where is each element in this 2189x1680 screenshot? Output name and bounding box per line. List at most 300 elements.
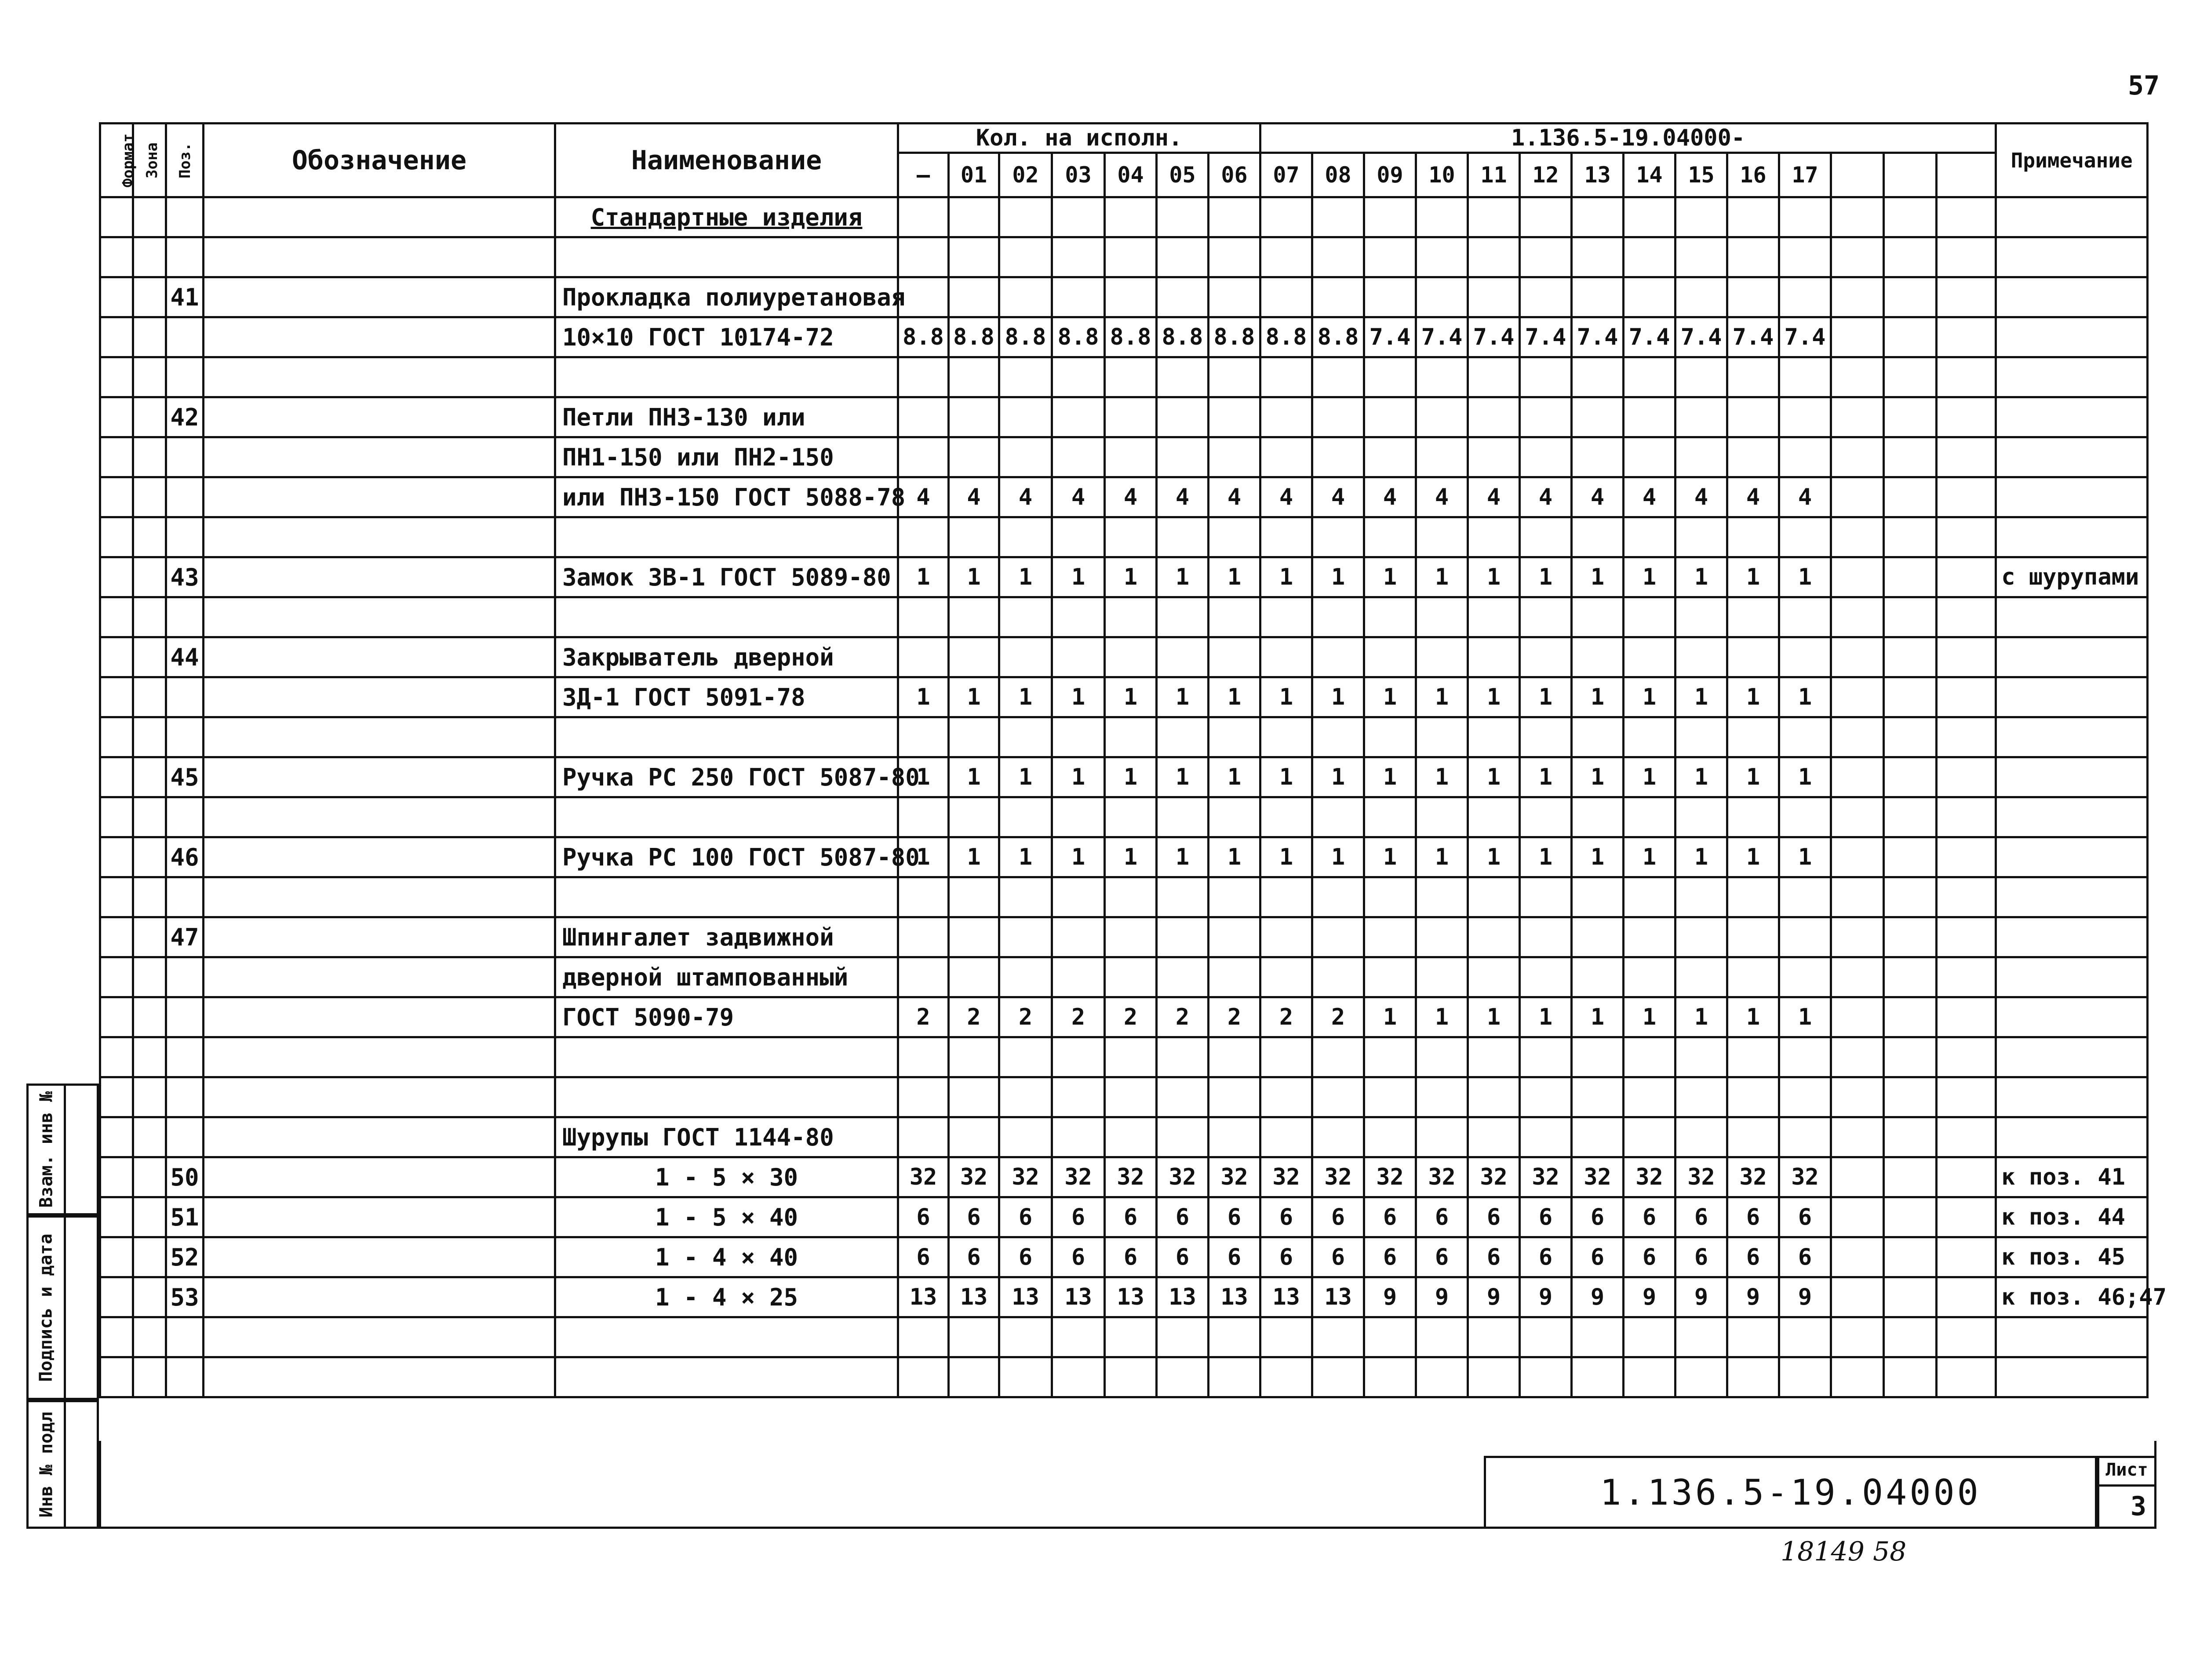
- quantity-cell: [999, 957, 1052, 997]
- zone-cell: [133, 477, 166, 517]
- quantity-cell: [1624, 957, 1675, 997]
- quantity-cell: [1105, 597, 1157, 637]
- quantity-cell: [1157, 717, 1209, 757]
- format-cell: [100, 1277, 133, 1317]
- format-cell: [100, 437, 133, 477]
- quantity-cell: [949, 277, 999, 317]
- quantity-cell: [1727, 877, 1779, 917]
- execution-header: 16: [1727, 153, 1779, 197]
- quantity-cell: 1: [1364, 557, 1416, 597]
- table-row: [100, 1357, 2148, 1397]
- quantity-cell: [1468, 397, 1520, 437]
- quantity-cell: 4: [1779, 477, 1831, 517]
- designation-cell: [204, 1157, 555, 1197]
- quantity-cell: 32: [1052, 1157, 1105, 1197]
- quantity-cell: 6: [1520, 1197, 1572, 1237]
- format-cell: [100, 637, 133, 677]
- quantity-cell: [1624, 1357, 1675, 1397]
- quantity-cell: [1727, 197, 1779, 237]
- quantity-cell: 6: [949, 1237, 999, 1277]
- quantity-cell: [1520, 1077, 1572, 1117]
- quantity-cell: [1105, 197, 1157, 237]
- quantity-cell: [1312, 957, 1364, 997]
- note-cell: [1996, 357, 2148, 397]
- execution-header: 03: [1052, 153, 1105, 197]
- execution-header: 10: [1416, 153, 1468, 197]
- quantity-cell: [1572, 957, 1624, 997]
- quantity-cell: [1779, 1317, 1831, 1357]
- quantity-cell: [1312, 597, 1364, 637]
- format-cell: [100, 237, 133, 277]
- quantity-cell: 4: [1468, 477, 1520, 517]
- blank-cell: [1884, 877, 1937, 917]
- quantity-cell: 1: [1520, 557, 1572, 597]
- quantity-cell: [1727, 1357, 1779, 1397]
- blank-cell: [1831, 757, 1884, 797]
- quantity-cell: [1572, 197, 1624, 237]
- quantity-cell: [999, 397, 1052, 437]
- quantity-cell: 1: [1468, 997, 1520, 1037]
- quantity-cell: 1: [1052, 557, 1105, 597]
- blank-cell: [1884, 477, 1937, 517]
- quantity-cell: [1209, 237, 1260, 277]
- zone-cell: [133, 1237, 166, 1277]
- quantity-cell: 6: [1260, 1197, 1312, 1237]
- table-row: [100, 357, 2148, 397]
- zone-cell: [133, 277, 166, 317]
- quantity-cell: 8.8: [898, 317, 949, 357]
- quantity-cell: 1: [1572, 557, 1624, 597]
- format-cell: [100, 597, 133, 637]
- quantity-cell: [1727, 397, 1779, 437]
- quantity-cell: [1364, 517, 1416, 557]
- quantity-cell: 6: [1052, 1197, 1105, 1237]
- quantity-cell: [1520, 877, 1572, 917]
- quantity-cell: [1468, 1077, 1520, 1117]
- table-row: [100, 437, 2148, 477]
- blank-cell: [1884, 917, 1937, 957]
- quantity-cell: [1364, 877, 1416, 917]
- zone-cell: [133, 1357, 166, 1397]
- table-row: [100, 637, 2148, 677]
- quantity-cell: [1572, 357, 1624, 397]
- position-cell: [166, 517, 204, 557]
- quantity-cell: [999, 877, 1052, 917]
- name-cell: [555, 237, 898, 277]
- quantity-cell: [1572, 1317, 1624, 1357]
- table-row: [100, 1197, 2148, 1237]
- quantity-cell: 6: [1468, 1237, 1520, 1277]
- quantity-cell: 1: [1572, 997, 1624, 1037]
- quantity-cell: [898, 437, 949, 477]
- table-row: [100, 757, 2148, 797]
- name-cell: [555, 1037, 898, 1077]
- zone-cell: [133, 717, 166, 757]
- quantity-cell: [1052, 397, 1105, 437]
- quantity-cell: [1052, 717, 1105, 757]
- format-cell: [100, 1157, 133, 1197]
- quantity-cell: [1260, 397, 1312, 437]
- quantity-cell: [1520, 277, 1572, 317]
- blank-cell: [1937, 1357, 1996, 1397]
- quantity-cell: [999, 717, 1052, 757]
- quantity-cell: [1105, 437, 1157, 477]
- quantity-cell: [1209, 437, 1260, 477]
- quantity-cell: [1364, 397, 1416, 437]
- designation-cell: [204, 277, 555, 317]
- quantity-cell: [949, 197, 999, 237]
- quantity-cell: 1: [1468, 837, 1520, 877]
- position-cell: 45: [166, 757, 204, 797]
- quantity-cell: 4: [1157, 477, 1209, 517]
- quantity-cell: [1105, 1117, 1157, 1157]
- quantity-cell: [1105, 357, 1157, 397]
- blank-cell: [1884, 1357, 1937, 1397]
- quantity-cell: [1779, 717, 1831, 757]
- quantity-cell: 1: [1675, 837, 1727, 877]
- quantity-cell: 6: [1209, 1237, 1260, 1277]
- blank-cell: [1831, 877, 1884, 917]
- quantity-cell: [1779, 277, 1831, 317]
- quantity-cell: 1: [1779, 837, 1831, 877]
- zone-cell: [133, 637, 166, 677]
- blank-cell: [1884, 437, 1937, 477]
- quantity-cell: [999, 597, 1052, 637]
- blank-cell: [1831, 637, 1884, 677]
- execution-header: 13: [1572, 153, 1624, 197]
- blank-cell: [1831, 1197, 1884, 1237]
- designation-cell: [204, 797, 555, 837]
- format-cell: [100, 1037, 133, 1077]
- quantity-cell: [1052, 437, 1105, 477]
- quantity-cell: 1: [1520, 997, 1572, 1037]
- format-cell: [100, 877, 133, 917]
- specification-table: [99, 122, 2167, 1398]
- quantity-cell: [1157, 917, 1209, 957]
- format-cell: [100, 557, 133, 597]
- quantity-cell: [949, 397, 999, 437]
- blank-cell: [1937, 317, 1996, 357]
- table-row: [100, 237, 2148, 277]
- quantity-cell: [1416, 197, 1468, 237]
- name-cell: 1 - 4 × 25: [555, 1277, 898, 1317]
- note-cell: [1996, 997, 2148, 1037]
- blank-cell: [1884, 517, 1937, 557]
- quantity-cell: [1727, 1077, 1779, 1117]
- quantity-cell: [1520, 1037, 1572, 1077]
- quantity-cell: 1: [1157, 677, 1209, 717]
- quantity-cell: 6: [1364, 1237, 1416, 1277]
- quantity-cell: [1364, 277, 1416, 317]
- quantity-cell: [1364, 1317, 1416, 1357]
- quantity-cell: [1105, 517, 1157, 557]
- quantity-cell: 1: [949, 677, 999, 717]
- table-row: [100, 957, 2148, 997]
- format-cell: [100, 397, 133, 437]
- quantity-cell: 9: [1675, 1277, 1727, 1317]
- table-row: [100, 1277, 2148, 1317]
- blank-cell: [1937, 1117, 1996, 1157]
- blank-cell: [1937, 477, 1996, 517]
- quantity-cell: [1675, 357, 1727, 397]
- blank-cell: [1831, 1357, 1884, 1397]
- quantity-cell: 8.8: [1157, 317, 1209, 357]
- quantity-cell: 1: [949, 757, 999, 797]
- execution-header: 09: [1364, 153, 1416, 197]
- quantity-cell: [1675, 1037, 1727, 1077]
- zone-cell: [133, 517, 166, 557]
- quantity-cell: [1520, 517, 1572, 557]
- blank-cell: [1831, 357, 1884, 397]
- designation-cell: [204, 517, 555, 557]
- blank-execution-header: [1937, 153, 1996, 197]
- quantity-cell: 4: [949, 477, 999, 517]
- execution-header: 01: [949, 153, 999, 197]
- quantity-cell: [949, 917, 999, 957]
- quantity-cell: [1468, 1317, 1520, 1357]
- quantity-cell: [1572, 597, 1624, 637]
- zone-cell: [133, 797, 166, 837]
- quantity-cell: [1779, 1037, 1831, 1077]
- quantity-cell: 32: [1779, 1157, 1831, 1197]
- quantity-cell: [1260, 877, 1312, 917]
- quantity-cell: [1105, 797, 1157, 837]
- quantity-cell: [1157, 637, 1209, 677]
- quantity-cell: [999, 517, 1052, 557]
- quantity-cell: [1052, 637, 1105, 677]
- blank-cell: [1937, 277, 1996, 317]
- quantity-cell: [1727, 1317, 1779, 1357]
- quantity-cell: [1675, 237, 1727, 277]
- quantity-cell: 8.8: [1052, 317, 1105, 357]
- quantity-cell: [949, 1317, 999, 1357]
- zone-cell: [133, 677, 166, 717]
- blank-cell: [1831, 277, 1884, 317]
- quantity-cell: 6: [1209, 1197, 1260, 1237]
- blank-cell: [1884, 397, 1937, 437]
- execution-header: 17: [1779, 153, 1831, 197]
- quantity-cell: 32: [1260, 1157, 1312, 1197]
- quantity-cell: [1052, 797, 1105, 837]
- quantity-cell: [1779, 437, 1831, 477]
- blank-cell: [1831, 437, 1884, 477]
- blank-cell: [1937, 917, 1996, 957]
- quantity-cell: 2: [999, 997, 1052, 1037]
- quantity-cell: [1157, 277, 1209, 317]
- quantity-cell: [1779, 797, 1831, 837]
- position-cell: [166, 357, 204, 397]
- quantity-cell: [1727, 437, 1779, 477]
- name-cell: Стандартные изделия: [555, 197, 898, 237]
- quantity-cell: [1675, 277, 1727, 317]
- table-row: [100, 1317, 2148, 1357]
- orig-inv-label: Инв № подл: [36, 1411, 57, 1517]
- quantity-cell: 6: [999, 1237, 1052, 1277]
- format-cell: [100, 1237, 133, 1277]
- quantity-cell: 32: [949, 1157, 999, 1197]
- name-cell: [555, 357, 898, 397]
- quantity-cell: 1: [1157, 837, 1209, 877]
- execution-header: 07: [1260, 153, 1312, 197]
- quantity-cell: 1: [1624, 677, 1675, 717]
- zone-cell: [133, 837, 166, 877]
- quantity-cell: 6: [1105, 1237, 1157, 1277]
- note-cell: [1996, 877, 2148, 917]
- quantity-cell: [1727, 797, 1779, 837]
- position-cell: [166, 677, 204, 717]
- quantity-cell: [898, 597, 949, 637]
- quantity-cell: [1779, 637, 1831, 677]
- quantity-cell: [1105, 957, 1157, 997]
- format-cell: [100, 677, 133, 717]
- quantity-cell: [898, 797, 949, 837]
- quantity-cell: [1468, 517, 1520, 557]
- quantity-cell: 6: [1727, 1237, 1779, 1277]
- quantity-cell: [1520, 1317, 1572, 1357]
- quantity-cell: 1: [1416, 837, 1468, 877]
- quantity-cell: [1572, 517, 1624, 557]
- quantity-cell: [1364, 717, 1416, 757]
- quantity-cell: 4: [1416, 477, 1468, 517]
- zone-cell: [133, 317, 166, 357]
- note-cell: [1996, 237, 2148, 277]
- quantity-cell: 1: [1364, 997, 1416, 1037]
- quantity-cell: [999, 797, 1052, 837]
- quantity-cell: 6: [1624, 1237, 1675, 1277]
- execution-header: 04: [1105, 153, 1157, 197]
- execution-header: —: [898, 153, 949, 197]
- quantity-cell: [1624, 917, 1675, 957]
- designation-cell: [204, 677, 555, 717]
- quantity-cell: 1: [1727, 997, 1779, 1037]
- quantity-cell: [1624, 1317, 1675, 1357]
- quantity-cell: 8.8: [999, 317, 1052, 357]
- quantity-cell: [1312, 197, 1364, 237]
- name-cell: 1 - 5 × 40: [555, 1197, 898, 1237]
- table-row: [100, 677, 2148, 717]
- quantity-cell: 6: [1312, 1197, 1364, 1237]
- quantity-cell: [1052, 917, 1105, 957]
- quantity-cell: [1416, 797, 1468, 837]
- quantity-cell: 4: [1624, 477, 1675, 517]
- quantity-cell: [1052, 597, 1105, 637]
- quantity-cell: [1468, 1037, 1520, 1077]
- quantity-cell: [1624, 517, 1675, 557]
- quantity-cell: [1209, 1117, 1260, 1157]
- note-cell: [1996, 437, 2148, 477]
- quantity-cell: [1209, 957, 1260, 997]
- quantity-cell: [1260, 797, 1312, 837]
- quantity-cell: 6: [1779, 1197, 1831, 1237]
- quantity-cell: [1727, 517, 1779, 557]
- blank-cell: [1937, 1317, 1996, 1357]
- table-row: [100, 477, 2148, 517]
- designation-cell: [204, 1317, 555, 1357]
- quantity-cell: [1157, 1357, 1209, 1397]
- designation-cell: [204, 477, 555, 517]
- blank-cell: [1937, 677, 1996, 717]
- format-cell: [100, 917, 133, 957]
- quantity-cell: [1052, 237, 1105, 277]
- quantity-cell: [1364, 1077, 1416, 1117]
- quantity-cell: 9: [1727, 1277, 1779, 1317]
- quantity-cell: 1: [999, 757, 1052, 797]
- designation-cell: [204, 237, 555, 277]
- quantity-cell: 1: [1209, 677, 1260, 717]
- blank-cell: [1937, 1277, 1996, 1317]
- quantity-cell: [1520, 1357, 1572, 1397]
- quantity-cell: [1520, 917, 1572, 957]
- quantity-cell: [1572, 277, 1624, 317]
- quantity-cell: 1: [1416, 997, 1468, 1037]
- quantity-cell: 1: [898, 557, 949, 597]
- blank-cell: [1937, 1197, 1996, 1237]
- blank-cell: [1884, 957, 1937, 997]
- quantity-cell: 32: [1312, 1157, 1364, 1197]
- quantity-cell: [1624, 197, 1675, 237]
- designation-header: Обозначение: [204, 124, 555, 197]
- table-row: [100, 197, 2148, 237]
- blank-cell: [1884, 237, 1937, 277]
- quantity-cell: [1209, 1037, 1260, 1077]
- quantity-cell: [1624, 637, 1675, 677]
- quantity-cell: 13: [1209, 1277, 1260, 1317]
- quantity-cell: [999, 277, 1052, 317]
- quantity-cell: 1: [1727, 837, 1779, 877]
- designation-cell: [204, 1197, 555, 1237]
- quantity-cell: 13: [1312, 1277, 1364, 1317]
- quantity-cell: [898, 237, 949, 277]
- execution-header: 11: [1468, 153, 1520, 197]
- position-cell: [166, 317, 204, 357]
- zone-cell: [133, 1157, 166, 1197]
- quantity-cell: [1312, 237, 1364, 277]
- blank-cell: [1937, 197, 1996, 237]
- name-cell: Замок ЗВ-1 ГОСТ 5089-80: [555, 557, 898, 597]
- quantity-cell: [1624, 397, 1675, 437]
- quantity-cell: 13: [949, 1277, 999, 1317]
- quantity-cell: [1312, 437, 1364, 477]
- zone-cell: [133, 437, 166, 477]
- quantity-cell: [1052, 1317, 1105, 1357]
- quantity-cell: [1105, 1357, 1157, 1397]
- note-cell: [1996, 837, 2148, 877]
- quantity-cell: [1416, 517, 1468, 557]
- blank-cell: [1884, 637, 1937, 677]
- quantity-cell: [1312, 1317, 1364, 1357]
- quantity-cell: [1312, 1117, 1364, 1157]
- quantity-cell: [1157, 237, 1209, 277]
- quantity-cell: 2: [898, 997, 949, 1037]
- quantity-cell: 7.4: [1675, 317, 1727, 357]
- quantity-cell: 1: [1468, 557, 1520, 597]
- quantity-cell: [1675, 1357, 1727, 1397]
- quantity-cell: 32: [1468, 1157, 1520, 1197]
- quantity-cell: 6: [1779, 1237, 1831, 1277]
- quantity-cell: 7.4: [1468, 317, 1520, 357]
- quantity-cell: [1624, 437, 1675, 477]
- quantity-cell: 8.8: [1260, 317, 1312, 357]
- zone-cell: [133, 877, 166, 917]
- quantity-cell: [1364, 917, 1416, 957]
- quantity-cell: [1727, 717, 1779, 757]
- quantity-cell: [1416, 717, 1468, 757]
- blank-cell: [1884, 1197, 1937, 1237]
- blank-execution-header: [1831, 153, 1884, 197]
- quantity-cell: [1520, 797, 1572, 837]
- quantity-cell: [1468, 437, 1520, 477]
- format-cell: [100, 957, 133, 997]
